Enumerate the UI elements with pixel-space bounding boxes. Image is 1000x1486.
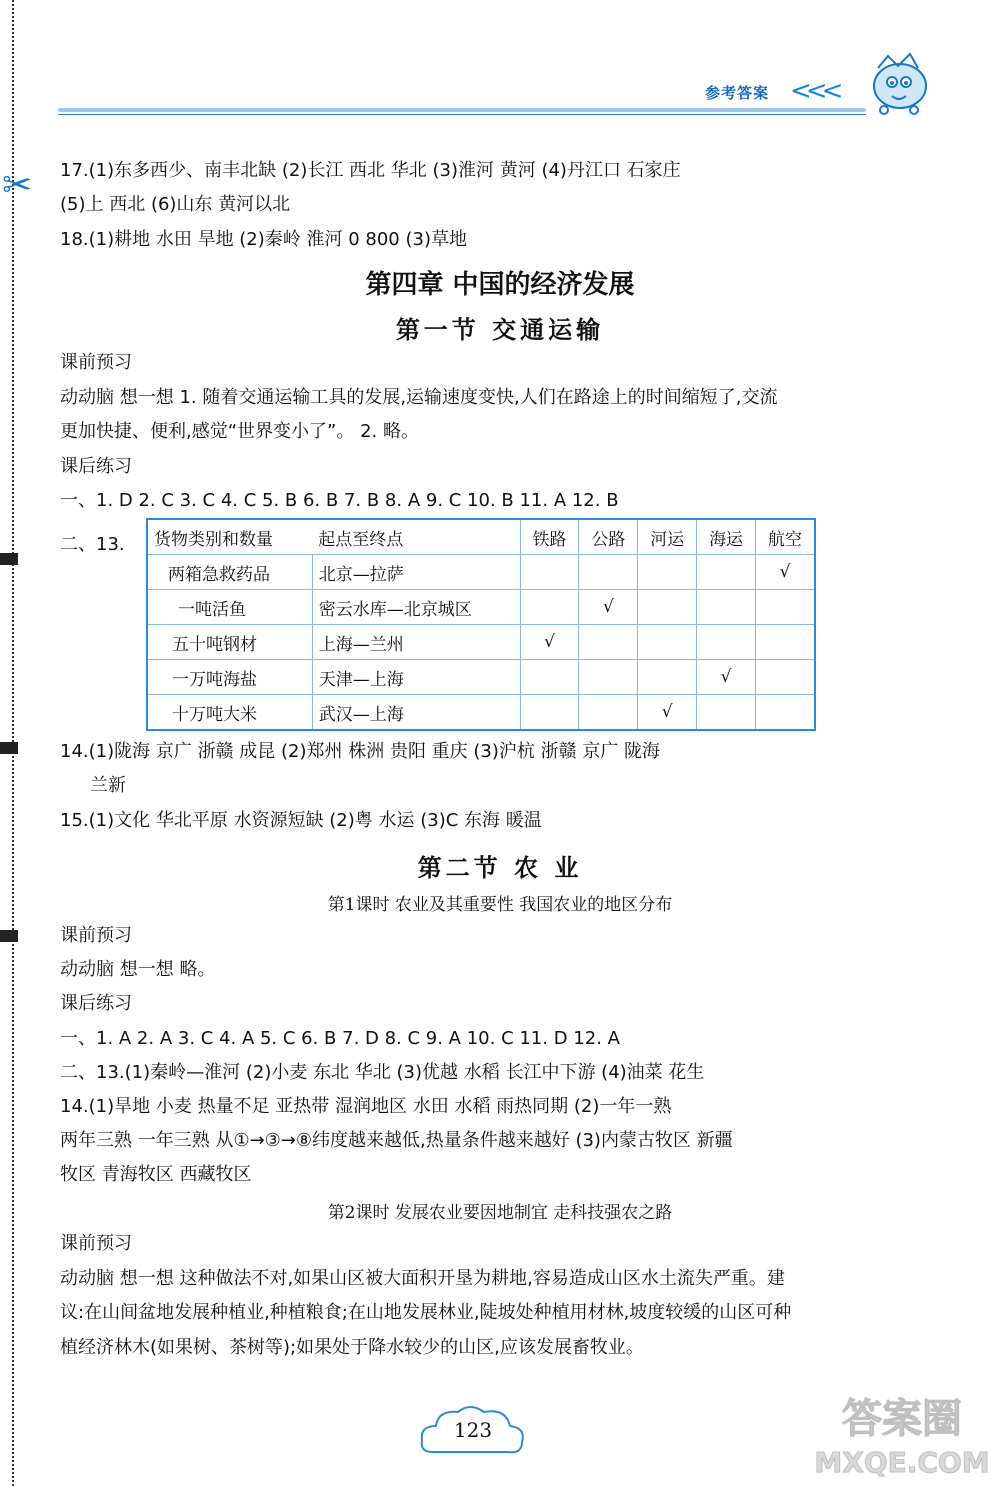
section2-think2-line3: 植经济林木(如果树、茶树等);如果处于降水较少的山区,应该发展畜牧业。 [60, 1337, 644, 1358]
section2-title: 第二节 农 业 [417, 853, 583, 882]
section1-q14-line2: 兰新 [90, 775, 126, 796]
section2-q14-line3: 牧区 青海牧区 西藏牧区 [60, 1164, 252, 1185]
section2-preview-label: 课前预习 [60, 925, 132, 946]
mark-cell: √ [579, 590, 638, 625]
table-row [147, 625, 815, 660]
section1-q14-line1: 14.(1)陇海 京广 浙赣 成昆 (2)郑州 株洲 贵阳 重庆 (3)沪杭 浙赣 京广 陇海 [60, 741, 661, 762]
q18: 18.(1)耕地 水田 旱地 (2)秦岭 淮河 0 800 (3)草地 [60, 229, 467, 250]
freight-table [146, 518, 816, 731]
route-cell: 密云水库—北京城区 [312, 590, 520, 625]
section1-think-line1: 动动脑 想一想 1. 随着交通运输工具的发展,运输速度变快,人们在路途上的时间缩短了,交流 [60, 387, 778, 408]
header-rule [58, 108, 866, 112]
section1-preview-label: 课前预习 [60, 352, 132, 373]
mark-cell: √ [755, 555, 815, 590]
mark-cell [579, 555, 638, 590]
table-header: 河运 [638, 519, 697, 555]
cargo-cell: 一万吨海盐 [147, 660, 312, 695]
section2-exercise-label: 课后练习 [60, 993, 132, 1014]
route-cell: 天津—上海 [312, 660, 520, 695]
section2-choice-answers: 一、1. A 2. A 3. C 4. A 5. C 6. B 7. D 8. C 9. A 10. C 11. D 12. A [60, 1028, 620, 1049]
mark-cell [755, 625, 815, 660]
table-row [147, 660, 815, 695]
section2-q13: 二、13.(1)秦岭—淮河 (2)小麦 东北 华北 (3)优越 水稻 长江中下游 (4)油菜 花生 [60, 1062, 705, 1083]
section2-preview2-label: 课前预习 [60, 1233, 132, 1254]
mark-cell [638, 590, 697, 625]
q17-line2: (5)上 西北 (6)山东 黄河以北 [60, 194, 291, 215]
section2-think2-line1: 动动脑 想一想 这种做法不对,如果山区被大面积开垦为耕地,容易造成山区水土流失严重。建 [60, 1268, 785, 1289]
chapter-title: 第四章 中国的经济发展 [365, 270, 635, 300]
margin-mark [0, 553, 18, 565]
section1-choice-answers: 一、1. D 2. C 3. C 4. C 5. B 6. B 7. B 8. A 9. C 10. B 11. A 12. B [60, 490, 619, 511]
table-header-row [147, 519, 815, 555]
lesson2-title: 第2课时 发展农业要因地制宜 走科技强农之路 [327, 1203, 673, 1223]
mark-cell [697, 555, 756, 590]
table-header: 货物类别和数量 [147, 519, 312, 555]
route-cell: 北京—拉萨 [312, 555, 520, 590]
mark-cell [579, 625, 638, 660]
q13-prefix: 二、13. [60, 534, 125, 555]
mark-cell [755, 660, 815, 695]
mark-cell [579, 695, 638, 731]
section2-q14-line1: 14.(1)旱地 小麦 热量不足 亚热带 湿润地区 水田 水稻 雨热同期 (2)一年一熟 [60, 1096, 672, 1117]
section2-think: 动动脑 想一想 略。 [60, 959, 216, 980]
page-number: 123 [453, 1418, 493, 1442]
table-row [147, 590, 815, 625]
mark-cell [520, 660, 579, 695]
header-rule-thin [58, 114, 866, 115]
cargo-cell: 一吨活鱼 [147, 590, 312, 625]
section2-q14-line2: 两年三熟 一年三熟 从①→③→⑧纬度越来越低,热量条件越来越好 (3)内蒙古牧区 新疆 [60, 1130, 733, 1151]
mark-cell [638, 660, 697, 695]
q17-line1: 17.(1)东多西少、南丰北缺 (2)长江 西北 华北 (3)淮河 黄河 (4)丹江口 石家庄 [60, 160, 681, 181]
mark-cell [638, 625, 697, 660]
table-row [147, 695, 815, 731]
watermark-logo [812, 1388, 992, 1484]
section1-think-line2: 更加快捷、便利,感觉“世界变小了”。 2. 略。 [60, 421, 419, 442]
chevrons-icon: <<< [790, 76, 838, 106]
table-header: 起点至终点 [312, 519, 520, 555]
mascot-icon [862, 50, 932, 120]
route-cell: 武汉—上海 [312, 695, 520, 731]
svg-text:答案圈: 答案圈 [842, 1396, 962, 1442]
cargo-cell: 五十吨钢材 [147, 625, 312, 660]
scissors-icon: ✂ [2, 165, 33, 206]
section2-think2-line2: 议:在山间盆地发展种植业,种植粮食;在山地发展林业,陡坡处种植用材林,坡度较缓的山区可种 [60, 1302, 792, 1323]
mark-cell: √ [638, 695, 697, 731]
header-label: 参考答案 [705, 84, 770, 102]
mark-cell [520, 590, 579, 625]
mark-cell: √ [520, 625, 579, 660]
cargo-cell: 十万吨大米 [147, 695, 312, 731]
section1-title: 第一节 交通运输 [395, 315, 605, 344]
section1-q15: 15.(1)文化 华北平原 水资源短缺 (2)粤 水运 (3)C 东海 暖温 [60, 810, 542, 831]
table-header: 铁路 [520, 519, 579, 555]
table-header: 公路 [579, 519, 638, 555]
mark-cell [697, 695, 756, 731]
mark-cell [579, 660, 638, 695]
mark-cell [755, 695, 815, 731]
route-cell: 上海—兰州 [312, 625, 520, 660]
margin-mark [0, 930, 18, 942]
mark-cell [697, 625, 756, 660]
mark-cell [697, 590, 756, 625]
margin-mark [0, 742, 18, 754]
mark-cell [520, 555, 579, 590]
cargo-cell: 两箱急救药品 [147, 555, 312, 590]
mark-cell [520, 695, 579, 731]
table-header: 航空 [755, 519, 815, 555]
section1-exercise-label: 课后练习 [60, 456, 132, 477]
lesson1-title: 第1课时 农业及其重要性 我国农业的地区分布 [327, 895, 673, 915]
table-header: 海运 [697, 519, 756, 555]
mark-cell [755, 590, 815, 625]
svg-text:MXQE.COM: MXQE.COM [814, 1446, 990, 1479]
table-row [147, 555, 815, 590]
mark-cell: √ [697, 660, 756, 695]
mark-cell [638, 555, 697, 590]
